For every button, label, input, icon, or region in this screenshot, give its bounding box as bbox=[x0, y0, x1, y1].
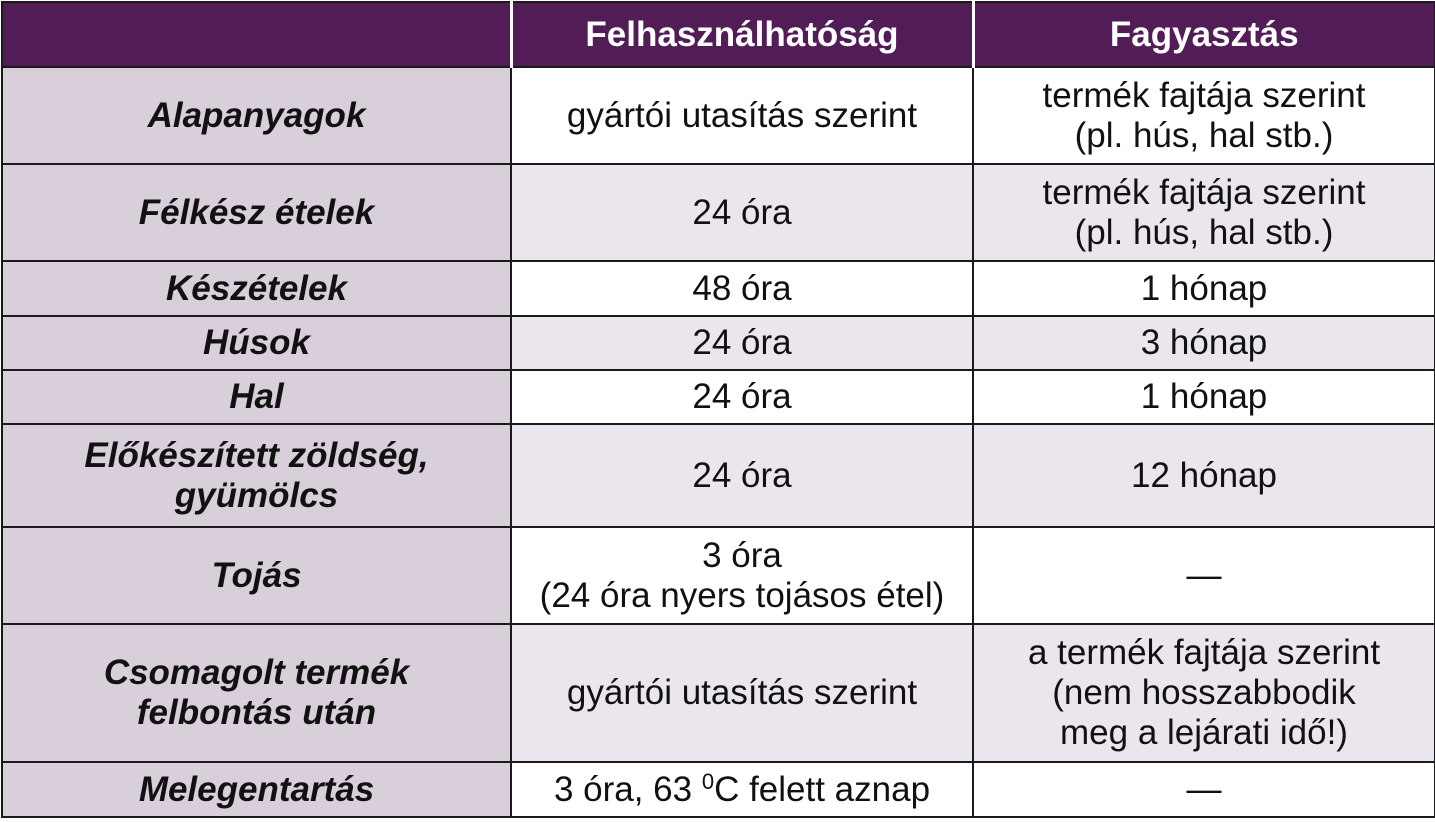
row-label: Alapanyagok bbox=[2, 67, 511, 164]
freezing-cell: — bbox=[973, 527, 1435, 624]
usability-cell: gyártói utasítás szerint bbox=[511, 67, 973, 164]
freezing-cell: 1 hónap bbox=[973, 370, 1435, 424]
freezing-cell: termék fajtája szerint (pl. hús, hal stb.) bbox=[973, 67, 1435, 164]
usability-cell: 24 óra bbox=[511, 316, 973, 370]
degree-superscript: 0 bbox=[701, 768, 715, 794]
usability-cell: 24 óra bbox=[511, 424, 973, 527]
table-row bbox=[2, 624, 1435, 762]
table-row bbox=[2, 316, 1435, 370]
table-row bbox=[2, 527, 1435, 624]
table-row bbox=[2, 370, 1435, 424]
usability-cell: 48 óra bbox=[511, 261, 973, 316]
usability-cell: 3 óra (24 óra nyers tojásos étel) bbox=[511, 527, 973, 624]
usability-cell: 3 óra, 63 $^0$C felett aznap bbox=[511, 762, 973, 817]
row-label: Melegentartás bbox=[2, 762, 511, 817]
freezing-cell: 1 hónap bbox=[973, 261, 1435, 316]
header-row bbox=[2, 2, 1435, 67]
row-label: Hal bbox=[2, 370, 511, 424]
usability-cell: 24 óra bbox=[511, 370, 973, 424]
freezing-cell: termék fajtája szerint (pl. hús, hal stb.) bbox=[973, 164, 1435, 261]
row-label: Húsok bbox=[2, 316, 511, 370]
table-row bbox=[2, 67, 1435, 164]
row-label: Csomagolt termék felbontás után bbox=[2, 624, 511, 762]
row-label: Félkész ételek bbox=[2, 164, 511, 261]
header-empty-cell bbox=[2, 2, 511, 67]
row-label: Tojás bbox=[2, 527, 511, 624]
storage-table bbox=[1, 1, 1435, 818]
row-label: Készételek bbox=[2, 261, 511, 316]
usability-cell: gyártói utasítás szerint bbox=[511, 624, 973, 762]
table-row bbox=[2, 261, 1435, 316]
freezing-cell: a termék fajtája szerint (nem hosszabbodik meg a lejárati idő!) bbox=[973, 624, 1435, 762]
row-label: Előkészített zöldség, gyümölcs bbox=[2, 424, 511, 527]
freezing-cell: — bbox=[973, 762, 1435, 817]
usability-cell: 24 óra bbox=[511, 164, 973, 261]
table-row bbox=[2, 762, 1435, 817]
freezing-cell: 12 hónap bbox=[973, 424, 1435, 527]
freezing-cell: 3 hónap bbox=[973, 316, 1435, 370]
table-row bbox=[2, 424, 1435, 527]
header-usability: Felhasználhatóság bbox=[511, 2, 973, 67]
table-row bbox=[2, 164, 1435, 261]
header-freezing: Fagyasztás bbox=[973, 2, 1435, 67]
